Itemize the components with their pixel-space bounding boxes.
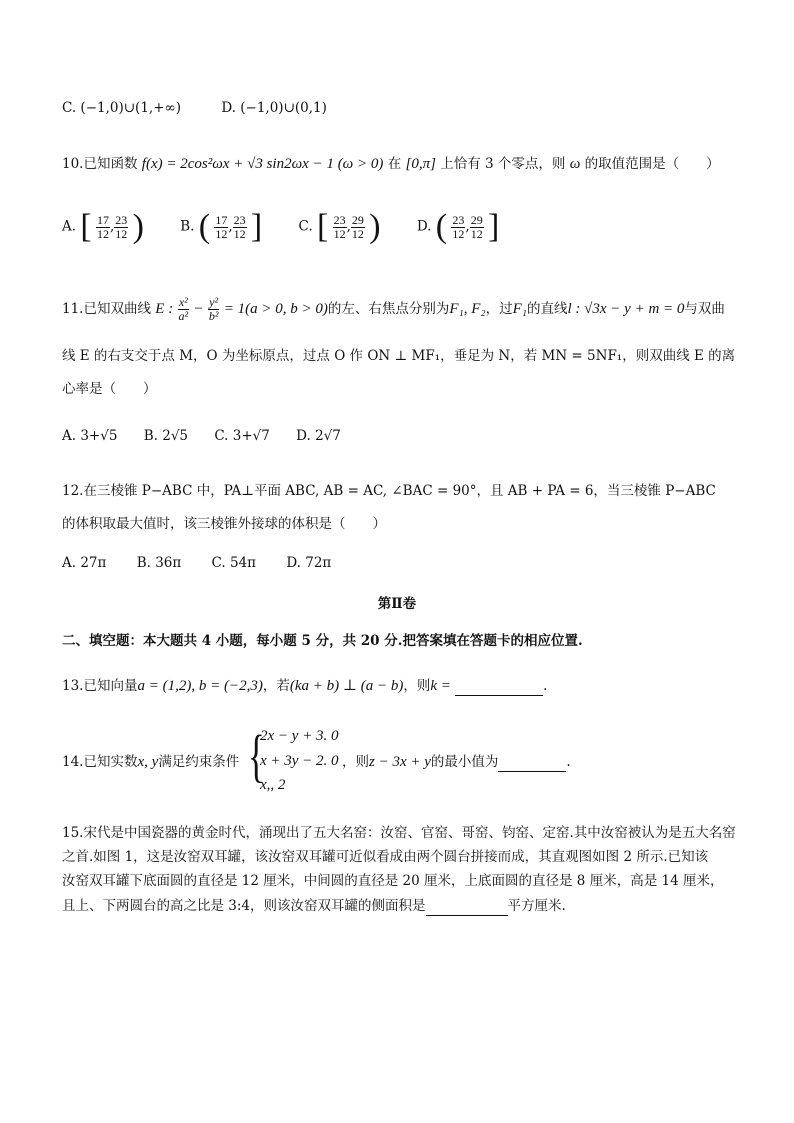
fraction xyxy=(351,214,365,241)
q11-stem-text-2: 的左、右焦点分别为 xyxy=(327,301,450,317)
q11-stem-text-4: 的直线 xyxy=(527,301,568,317)
q13-vectors: a = (1,2), b = (−2,3) xyxy=(137,678,263,694)
q11-curve-name: E : xyxy=(155,301,174,317)
left-bracket: ( xyxy=(435,208,448,245)
right-bracket: ] xyxy=(250,208,263,245)
q11-foci: F₁, F₂ xyxy=(449,301,486,317)
q11-f1: F₁ xyxy=(512,301,527,317)
q13-stem xyxy=(62,676,547,696)
q13-stem-text-2: ，若 xyxy=(262,678,290,694)
q14-constraint-2: x + 3y − 2. 0 xyxy=(260,753,339,769)
q14-stem-text-3: ，则 xyxy=(342,754,369,770)
denominator: 12 xyxy=(215,226,228,241)
minus-sign: − xyxy=(193,301,204,317)
denominator: 12 xyxy=(333,226,346,241)
q10-omega: ω xyxy=(569,156,581,172)
q14-stem-text-4: 的最小值为 xyxy=(430,754,499,770)
q14-constraint-3: x,, 2 xyxy=(260,777,286,793)
section-heading: 二、填空题：本大题共 4 小题，每小题 5 分，共 20 分.把答案填在答题卡的相应位置. xyxy=(62,633,583,649)
q11-stem-line3: 心率是（ ） xyxy=(62,381,157,397)
q15-line2: 之首.如图 1，这是汝窑双耳罐，该汝窑双耳罐可近似看成由两个圆台拼接而成，其直观图如图 2 所示.已知该 xyxy=(62,849,709,865)
q11-option-a: A. 3+√5 xyxy=(62,428,118,444)
option-letter: A. xyxy=(62,218,77,235)
q15-line4-unit: 平方厘米. xyxy=(507,898,566,914)
q14-stem-tail xyxy=(342,752,571,772)
left-bracket: [ xyxy=(80,208,92,245)
option-letter: D. xyxy=(416,218,432,235)
denominator: b² xyxy=(208,309,219,323)
q11-options xyxy=(62,426,373,446)
q15-line1: 15.宋代是中国瓷器的黄金时代，涌现出了五大名窑：汝窑、官窑、哥窑、钧窑、定窑.其中汝窑被认为是五大名窑 xyxy=(62,825,736,841)
numerator: y² xyxy=(209,295,219,309)
q13-condition: (ka + b) ⊥ (a − b) xyxy=(289,678,404,694)
q11-option-c: C. 3+√7 xyxy=(214,428,270,444)
fraction xyxy=(214,214,228,241)
q12-stem-line1: 12.在三棱锥 P−ABC 中，PA⊥平面 ABC, AB = AC, ∠BAC = 90°，且 AB + PA = 6，当三棱锥 P−ABC xyxy=(62,483,716,499)
q10-option-d: D. ( $\frac{23}{12}$ , $\frac{29}{12}$ ] xyxy=(416,208,500,245)
q14-answer-blank[interactable] xyxy=(498,757,566,772)
q10-option-a: A. [ $\frac{17}{12}$ , $\frac{23}{12}$ ) xyxy=(62,208,144,245)
left-brace: { xyxy=(248,723,265,788)
numerator: 23 xyxy=(233,212,246,227)
denominator: 12 xyxy=(452,226,465,241)
q10-options xyxy=(62,210,531,244)
fraction xyxy=(451,214,465,241)
q14-constraint-1: 2x − y + 3. 0 xyxy=(260,728,339,744)
q13-stem-text-3: ，则 xyxy=(403,678,431,694)
left-bracket: ( xyxy=(198,208,211,245)
q11-equation: = 1(a > 0, b > 0) xyxy=(223,301,328,317)
q15-answer-blank[interactable] xyxy=(426,901,508,916)
denominator: 12 xyxy=(115,226,128,241)
q12-option-a: A. 27π xyxy=(62,555,107,571)
right-bracket: ] xyxy=(487,208,500,245)
denominator: 12 xyxy=(470,226,483,241)
q11-stem-text: 11.已知双曲线 xyxy=(62,301,151,317)
denominator: 12 xyxy=(233,226,246,241)
q13-end: . xyxy=(543,678,548,694)
q15-line3: 汝窑双耳罐下底面圆的直径是 12 厘米，中间圆的直径是 20 厘米，上底面圆的直径是 8 厘米，高是 14 厘米， xyxy=(62,873,724,889)
q14-objective: z − 3x + y xyxy=(369,754,431,770)
q13-stem-text: 13.已知向量 xyxy=(62,678,138,694)
q10-function-formula: f(x) = 2cos²ωx + √3 sin2ωx − 1 (ω > 0) xyxy=(141,156,384,172)
q10-stem-text-2: 在 xyxy=(387,156,402,172)
q11-fraction-x xyxy=(178,296,190,323)
q13-k: k = xyxy=(430,678,451,694)
q10-stem-text-4: 的取值范围是（ ） xyxy=(584,156,720,172)
q11-stem-line2: 线 E 的右支交于点 M，O 为坐标原点，过点 O 作 ON ⊥ MF₁，垂足为 N，若 MN = 5NF₁，则双曲线 E 的离 xyxy=(62,348,736,364)
fraction xyxy=(114,214,128,241)
q11-option-b: B. 2√5 xyxy=(143,428,189,444)
q10-option-b: B. ( $\frac{17}{12}$ , $\frac{23}{12}$ ] xyxy=(180,208,263,245)
q11-stem-text-5: 与双曲 xyxy=(684,301,725,317)
fraction xyxy=(333,214,347,241)
q14-end: . xyxy=(566,754,571,770)
q10-option-c: C. [ $\frac{23}{12}$ , $\frac{29}{12}$ ) xyxy=(298,208,381,245)
denominator: 12 xyxy=(351,226,364,241)
q9-option-d: D. (−1,0)∪(0,1) xyxy=(221,100,327,116)
q15-line4 xyxy=(62,896,566,916)
denominator: 12 xyxy=(96,226,109,241)
numerator: 23 xyxy=(115,212,128,227)
q10-stem-text-3: 上恰有 3 个零点，则 xyxy=(440,156,566,172)
q10-stem xyxy=(62,154,720,174)
option-letter: C. xyxy=(298,218,313,235)
q11-fraction-y xyxy=(208,296,220,323)
q14-vars: x, y xyxy=(137,754,159,770)
q14-stem-text-2: 满足约束条件 xyxy=(158,754,240,770)
option-letter: B. xyxy=(180,218,195,235)
q12-stem-line2: 的体积取最大值时，该三棱锥外接球的体积是（ ） xyxy=(62,516,386,532)
q11-stem-text-3: ，过 xyxy=(485,301,513,317)
fraction xyxy=(96,214,110,241)
q15-line4-text: 且上、下两圆台的高之比是 3:4，则该汝窑双耳罐的侧面积是 xyxy=(62,898,426,914)
numerator: 23 xyxy=(452,212,465,227)
numerator: 17 xyxy=(215,212,228,227)
numerator: 29 xyxy=(351,212,364,227)
q11-option-d: D. 2√7 xyxy=(296,428,341,444)
q14-stem-lead xyxy=(62,752,239,772)
denominator: a² xyxy=(178,309,189,323)
right-bracket: ) xyxy=(369,208,381,245)
left-bracket: [ xyxy=(316,208,329,245)
numerator: 29 xyxy=(470,212,483,227)
fraction xyxy=(233,214,247,241)
q12-option-b: B. 36π xyxy=(136,555,182,571)
q10-interval: [0,π] xyxy=(405,156,436,172)
q12-option-c: C. 54π xyxy=(211,555,257,571)
volume-title: 第Ⅱ卷 xyxy=(377,596,417,612)
numerator: x² xyxy=(178,295,188,309)
fraction xyxy=(470,214,484,241)
right-bracket: ) xyxy=(132,208,144,245)
q14-stem-text: 14.已知实数 xyxy=(62,754,138,770)
numerator: 17 xyxy=(96,212,109,227)
numerator: 23 xyxy=(333,212,346,227)
q12-options xyxy=(62,553,363,573)
q9-option-c: C. (−1,0)∪(1,+∞) xyxy=(62,100,182,116)
q13-answer-blank[interactable] xyxy=(455,681,543,696)
q11-line-equation: l : √3x − y + m = 0 xyxy=(567,301,685,317)
q12-option-d: D. 72π xyxy=(286,555,332,571)
q11-stem-line1 xyxy=(62,296,725,323)
q10-stem-text: 10.已知函数 xyxy=(62,156,138,172)
q9-options xyxy=(62,98,359,118)
